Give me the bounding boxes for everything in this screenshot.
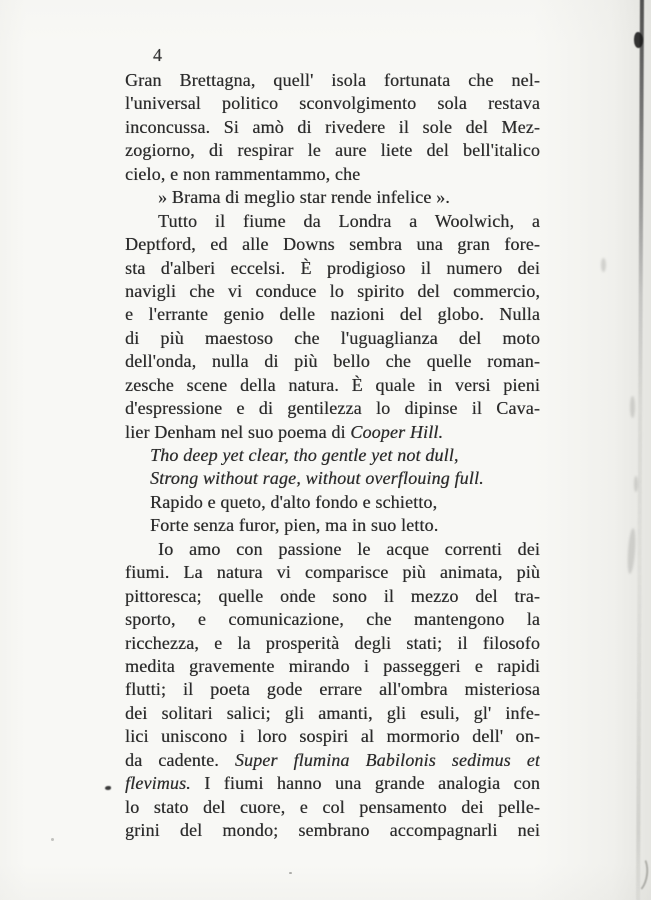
text-segment: zesche scene della natura. È quale in versi pieni <box>125 374 540 395</box>
text-segment: I fiumi hanno una grande analogia con <box>190 773 540 794</box>
text-line <box>125 233 540 256</box>
text-segment: l'universal politico sconvolgimento sola restava <box>125 93 540 114</box>
edge-smudge <box>601 258 606 272</box>
text-line <box>125 678 540 701</box>
text-line <box>125 116 540 139</box>
text-segment: fiumi. La natura vi comparisce più animata, più <box>125 562 540 583</box>
text-segment-italic: flevimus. <box>125 773 191 794</box>
text-segment: cielo, e non rammentammo, che <box>125 163 361 184</box>
text-segment: navigli che vi conduce lo spirito del commercio, <box>125 280 540 301</box>
text-line <box>125 491 540 514</box>
text-segment-italic: Cooper Hill. <box>350 421 444 442</box>
text-block <box>125 69 540 842</box>
ink-speck <box>292 590 294 592</box>
text-line <box>125 350 540 373</box>
text-segment: Io amo con passione le acque correnti dei <box>158 538 540 559</box>
text-line <box>125 303 540 326</box>
text-line <box>125 139 540 162</box>
text-line <box>125 327 540 350</box>
text-segment: grini del mondo; sembrano accompagnarli nei <box>125 820 540 840</box>
edge-smudge <box>626 528 636 574</box>
margin-ink-blot <box>105 786 111 790</box>
text-segment: lici uniscono i loro sospiri al mormorio dell' on- <box>125 726 540 747</box>
text-segment: lo stato del cuore, e col pensamento dei pelle- <box>125 796 540 817</box>
text-line <box>125 69 540 92</box>
text-line <box>125 374 540 397</box>
text-line <box>125 538 540 561</box>
text-line <box>125 514 540 537</box>
page-number: 4 <box>153 45 163 65</box>
text-segment: e l'errante genio delle nazioni del globo. Nulla <box>125 304 540 325</box>
text-segment-italic: Tho deep yet clear, tho gentle yet not dull, <box>150 445 459 465</box>
text-line <box>125 772 540 795</box>
text-line <box>125 397 540 420</box>
page-curl-mark <box>625 854 650 894</box>
binding-edge-blot <box>634 32 643 48</box>
text-line <box>125 444 540 467</box>
text-segment: inconcussa. Si amò di rivedere il sole del Mez- <box>125 116 540 137</box>
text-segment: ricchezza, e la prosperità degli stati; il filosofo <box>125 632 540 653</box>
text-line <box>125 92 540 115</box>
text-segment: sporto, e comunicazione, che mantengono la <box>125 609 540 630</box>
text-segment: medita gravemente mirando i passeggeri e rapidi <box>125 655 540 676</box>
text-line <box>125 163 540 186</box>
text-segment: dei solitari salici; gli amanti, gli esuli, gl' infe- <box>125 702 540 723</box>
text-segment: di più maestoso che l'uguaglianza del moto <box>125 327 540 348</box>
text-line <box>125 585 540 608</box>
text-line <box>125 796 540 819</box>
text-segment: sta d'alberi eccelsi. È prodigioso il numero dei <box>125 257 540 278</box>
text-line <box>125 421 540 444</box>
text-line <box>125 210 540 233</box>
text-segment: flutti; il poeta gode errare all'ombra misteriosa <box>125 679 540 700</box>
text-line <box>125 702 540 725</box>
text-line <box>125 561 540 584</box>
text-segment: Rapido e queto, d'alto fondo e schietto, <box>150 491 438 512</box>
text-segment: Tutto il fiume da Londra a Woolwich, a <box>158 210 540 231</box>
ink-speck <box>289 872 292 874</box>
edge-smudge <box>634 476 638 492</box>
text-line <box>125 608 540 631</box>
text-segment: zogiorno, di respirar le aure liete del bell'italico <box>125 140 540 161</box>
text-line <box>125 749 540 772</box>
text-segment: pittoresca; quelle onde sono il mezzo del tra- <box>125 585 540 606</box>
text-segment: Gran Brettagna, quell' isola fortunata che nel- <box>125 70 540 90</box>
text-segment: da cadente. <box>125 749 235 770</box>
text-segment: Forte senza furor, pien, ma in suo letto. <box>150 515 439 536</box>
text-line <box>125 725 540 748</box>
text-line <box>125 280 540 303</box>
text-segment: d'espressione e di gentilezza lo dipinse il Cava- <box>125 398 540 419</box>
text-line <box>125 257 540 280</box>
text-line <box>125 632 540 655</box>
text-line <box>125 655 540 678</box>
text-segment: » Brama di meglio star rende infelice ». <box>158 187 450 208</box>
text-line <box>125 186 540 209</box>
text-segment: lier Denham nel suo poema di <box>125 421 351 442</box>
ink-speck <box>51 838 54 841</box>
binding-edge-line <box>636 0 644 900</box>
text-line <box>125 467 540 490</box>
edge-smudge <box>630 396 635 418</box>
text-segment: Deptford, ed alle Downs sembra una gran fore- <box>125 234 540 255</box>
text-line <box>125 819 540 842</box>
text-segment-italic: Super flumina Babilonis sedimus et <box>234 749 540 770</box>
text-segment-italic: Strong without rage, without overflouing full. <box>150 468 484 489</box>
text-segment: dell'onda, nulla di più bello che quelle roman- <box>125 351 540 372</box>
